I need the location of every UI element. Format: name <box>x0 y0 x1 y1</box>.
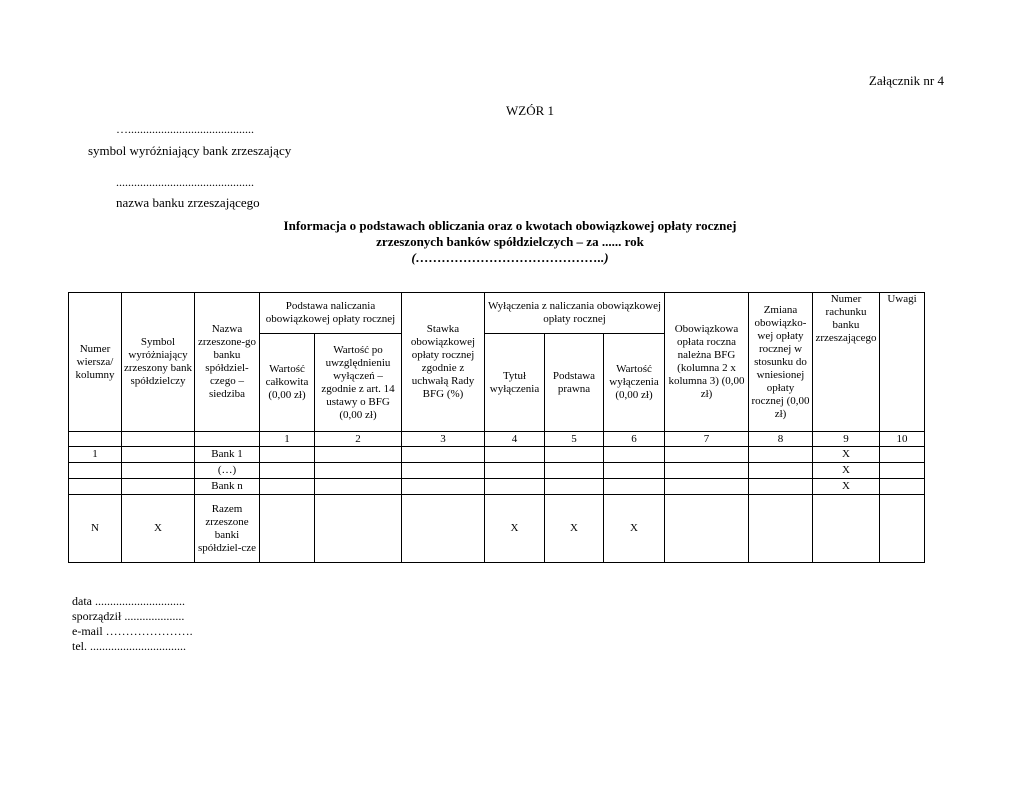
bank-name-label: nazwa banku zrzeszającego <box>116 195 260 210</box>
title-line-3: (……………………………………..) <box>411 250 609 265</box>
cell-account-number: X <box>813 447 880 463</box>
total-remarks <box>880 495 925 563</box>
column-number-blank <box>122 432 195 447</box>
table-row <box>69 479 925 495</box>
column-number: 5 <box>545 432 604 447</box>
cell-fee-due <box>665 463 749 479</box>
form-name: WZÓR 1 <box>505 103 555 118</box>
cell-exclusion-legal <box>545 447 604 463</box>
total-exclusion-legal: X <box>545 495 604 563</box>
cell-bank-symbol <box>122 463 195 479</box>
cell-bank-symbol <box>122 479 195 495</box>
email-line: e-mail …………………. <box>72 624 193 638</box>
cell-fee-change <box>749 463 813 479</box>
cell-base-after <box>315 447 402 463</box>
header-rate: Stawka obowiązkowej opłaty rocznej zgodnie z uchwałą Rady BFG (%) <box>402 293 485 432</box>
bank-symbol-label: symbol wyróżniający bank zrzeszający <box>88 143 292 158</box>
date-line: data .............................. <box>72 594 185 608</box>
cell-exclusion-title <box>485 479 545 495</box>
header-exclusion-title: Tytuł wyłączenia <box>485 334 545 432</box>
cell-account-number: X <box>813 479 880 495</box>
total-exclusion-title: X <box>485 495 545 563</box>
cell-remarks <box>880 447 925 463</box>
header-remarks: Uwagi <box>880 293 925 432</box>
column-number: 6 <box>604 432 665 447</box>
header-base-after: Wartość po uwzględnieniu wyłączeń – zgodnie z art. 14 ustawy o BFG (0,00 zł) <box>315 334 402 432</box>
cell-exclusion-value <box>604 463 665 479</box>
cell-base-after <box>315 463 402 479</box>
cell-remarks <box>880 479 925 495</box>
bank-name-dots: .............................................. <box>116 175 254 189</box>
cell-bank-symbol <box>122 447 195 463</box>
column-number-blank <box>69 432 122 447</box>
column-numbers-row <box>69 432 925 447</box>
column-number: 1 <box>260 432 315 447</box>
total-bank-symbol: X <box>122 495 195 563</box>
column-number-blank <box>195 432 260 447</box>
cell-row-number <box>69 463 122 479</box>
cell-exclusion-value <box>604 479 665 495</box>
cell-base-total <box>260 463 315 479</box>
cell-base-after <box>315 479 402 495</box>
title-line-1: Informacja o podstawach obliczania oraz o kwotach obowiązkowej opłaty rocznej <box>283 218 737 233</box>
header-fee-due: Obowiązkowa opłata roczna należna BFG (kolumna 2 x kolumna 3) (0,00 zł) <box>665 293 749 432</box>
bank-symbol-dots: ….......................................... <box>116 122 254 136</box>
column-number: 9 <box>813 432 880 447</box>
table-row <box>69 447 925 463</box>
cell-fee-change <box>749 447 813 463</box>
table-row <box>69 463 925 479</box>
header-exclusion-legal: Podstawa prawna <box>545 334 604 432</box>
column-number: 2 <box>315 432 402 447</box>
cell-exclusion-value <box>604 447 665 463</box>
cell-fee-due <box>665 479 749 495</box>
document-title <box>200 218 820 266</box>
title-line-2: zrzeszonych banków spółdzielczych – za ...... rok <box>376 234 644 249</box>
fee-table <box>68 292 925 563</box>
total-rate <box>402 495 485 563</box>
cell-exclusion-title <box>485 463 545 479</box>
header-row-1 <box>69 293 925 334</box>
cell-remarks <box>880 463 925 479</box>
cell-bank-name: (…) <box>195 463 260 479</box>
cell-bank-name: Bank 1 <box>195 447 260 463</box>
total-fee-due <box>665 495 749 563</box>
cell-exclusion-title <box>485 447 545 463</box>
cell-base-total <box>260 447 315 463</box>
cell-rate <box>402 479 485 495</box>
annex-label: Załącznik nr 4 <box>868 73 944 88</box>
header-base-group: Podstawa naliczania obowiązkowej opłaty rocznej <box>260 293 402 334</box>
cell-row-number: 1 <box>69 447 122 463</box>
header-exclusions-group: Wyłączenia z naliczania obowiązkowej opłaty rocznej <box>485 293 665 334</box>
column-number: 10 <box>880 432 925 447</box>
cell-fee-change <box>749 479 813 495</box>
total-exclusion-value: X <box>604 495 665 563</box>
cell-row-number <box>69 479 122 495</box>
header-bank-name: Nazwa zrzeszone-go banku spółdziel-czego – siedziba <box>195 293 260 432</box>
column-number: 8 <box>749 432 813 447</box>
phone-line: tel. ................................ <box>72 639 186 653</box>
total-row <box>69 495 925 563</box>
cell-exclusion-legal <box>545 479 604 495</box>
cell-rate <box>402 447 485 463</box>
column-number: 3 <box>402 432 485 447</box>
cell-bank-name: Bank n <box>195 479 260 495</box>
total-fee-change <box>749 495 813 563</box>
header-bank-symbol: Symbol wyróżniający zrzeszony bank spółdzielczy <box>122 293 195 432</box>
cell-base-total <box>260 479 315 495</box>
header-base-total: Wartość całkowita (0,00 zł) <box>260 334 315 432</box>
cell-fee-due <box>665 447 749 463</box>
prepared-by-line: sporządził .................... <box>72 609 185 623</box>
total-base-total <box>260 495 315 563</box>
total-account-number <box>813 495 880 563</box>
total-row-number: N <box>69 495 122 563</box>
header-fee-change: Zmiana obowiązko-wej opłaty rocznej w stosunku do wniesionej opłaty rocznej (0,00 zł) <box>749 293 813 432</box>
column-number: 4 <box>485 432 545 447</box>
cell-exclusion-legal <box>545 463 604 479</box>
column-number: 7 <box>665 432 749 447</box>
cell-rate <box>402 463 485 479</box>
total-bank-name: Razem zrzeszone banki spółdziel-cze <box>195 495 260 563</box>
signature-block <box>72 594 193 654</box>
total-base-after <box>315 495 402 563</box>
cell-account-number: X <box>813 463 880 479</box>
header-exclusion-value: Wartość wyłączenia (0,00 zł) <box>604 334 665 432</box>
header-account-number: Numer rachunku banku zrzeszającego <box>813 293 880 432</box>
header-row-number: Numer wiersza/ kolumny <box>69 293 122 432</box>
